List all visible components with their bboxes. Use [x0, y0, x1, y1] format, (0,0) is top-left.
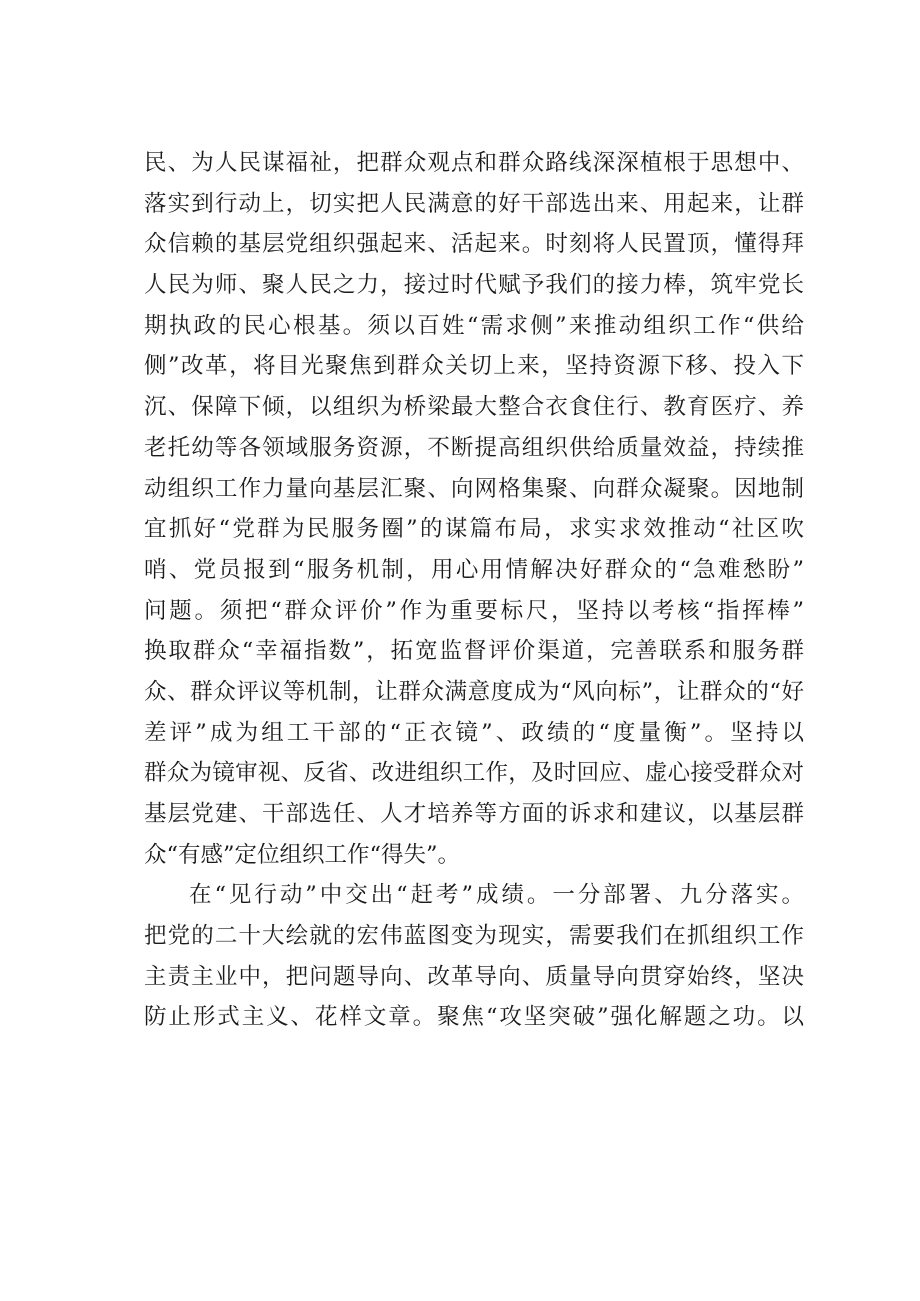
- text-line: 期执政的民心根基。须以百姓“需求侧”来推动组织工作“供给: [144, 312, 804, 339]
- text-line: 沉、保障下倾，以组织为桥梁最大整合衣食住行、教育医疗、养: [144, 394, 804, 421]
- text-line: 差评”成为组工干部的“正衣镜”、政绩的“度量衡”。坚持以: [144, 719, 804, 746]
- text-line: 老托幼等各领域服务资源，不断提高组织供给质量效益，持续推: [144, 434, 804, 461]
- text-line: 主责主业中，把问题导向、改革导向、质量导向贯穿始终，坚决: [144, 963, 804, 990]
- text-line: 防止形式主义、花样文章。聚焦“攻坚突破”强化解题之功。以: [144, 1004, 804, 1031]
- text-line: 哨、党员报到“服务机制，用心用情解决好群众的“急难愁盼”: [144, 556, 804, 583]
- text-line: 问题。须把“群众评价”作为重要标尺，坚持以考核“指挥棒”: [144, 597, 804, 624]
- paragraph-first-line: 在“见行动”中交出“赶考”成绩。一分部署、九分落实。: [189, 882, 804, 909]
- body-text: [144, 143, 804, 1038]
- paragraph-end-line: 众“有感”定位组织工作“得失”。: [144, 841, 461, 868]
- text-line: 民、为人民谋福祉，把群众观点和群众路线深深植根于思想中、: [144, 150, 804, 176]
- text-line: 把党的二十大绘就的宏伟蓝图变为现实，需要我们在抓组织工作: [144, 923, 804, 950]
- text-line: 基层党建、干部选任、人才培养等方面的诉求和建议，以基层群: [144, 801, 804, 827]
- text-line: 群众为镜审视、反省、改进组织工作，及时回应、虚心接受群众对: [144, 760, 804, 787]
- text-line: 动组织工作力量向基层汇聚、向网格集聚、向群众凝聚。因地制: [144, 475, 804, 502]
- text-line: 众、群众评议等机制，让群众满意度成为“风向标”，让群众的“好: [144, 678, 804, 705]
- text-line: 换取群众“幸福指数”，拓宽监督评价渠道，完善联系和服务群: [144, 638, 804, 665]
- text-line: 宜抓好“党群为民服务圈”的谋篇布局，求实求效推动“社区吹: [144, 516, 804, 543]
- text-line: 众信赖的基层党组织强起来、活起来。时刻将人民置顶，懂得拜: [144, 231, 804, 258]
- text-line: 侧”改革，将目光聚焦到群众关切上来，坚持资源下移、投入下: [144, 353, 804, 380]
- text-line: 落实到行动上，切实把人民满意的好干部选出来、用起来，让群: [144, 190, 804, 217]
- text-line: 人民为师、聚人民之力，接过时代赋予我们的接力棒，筑牢党长: [144, 272, 804, 299]
